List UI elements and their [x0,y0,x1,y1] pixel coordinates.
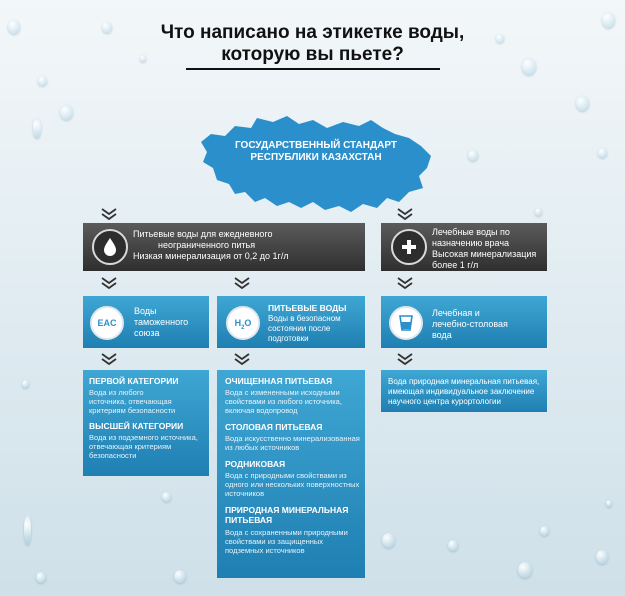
first-category-line-3: критериям безопасности [89,406,176,415]
h2o-h: H [234,318,242,328]
chevron-down-icon [396,207,414,221]
plus-icon [391,229,427,265]
customs-line-2: таможенного [134,317,189,327]
medicinal-table-line-3: вода [432,330,452,340]
drinking-safe-line-1: Воды в безопасном [268,314,341,323]
drinking-safe-line-2: состоянии после [268,324,331,333]
h2o-icon [226,306,260,340]
title-line-2: которую вы пьете? [221,44,404,65]
highest-category-line-3: безопасности [89,451,137,460]
eac-icon [90,306,124,340]
map-label-line-2: РЕСПУБЛИКИ КАЗАХСТАН [250,152,382,163]
mineral-line-2: имеющая индивидуальное заключение [388,387,535,396]
drinking-line-1: Питьевые воды для ежедневного [133,229,273,239]
customs-union-text [134,306,208,339]
glass-icon [389,306,423,340]
title-line-1: Что написано на этикетке воды, [160,22,465,43]
highest-category-line-2: отвечающая критериям [89,442,172,451]
water-droplet [382,533,395,548]
drinking-safe-head: ПИТЬЕВЫЕ ВОДЫ [268,303,347,313]
title-underline [186,68,440,70]
highest-category-line-1: Вода из подземного источника, [89,433,198,442]
h2o-label [228,308,258,343]
table-water-line-1: Вода искусственно минерализованная [225,434,360,443]
natural-mineral-heading-2: ПИТЬЕВАЯ [225,515,273,525]
eac-label: EAC [97,318,117,328]
purified-line-2: свойствами из любого источника, [225,397,342,406]
highest-category-heading: ВЫСШЕЙ КАТЕГОРИИ [89,421,184,431]
purified-heading: ОЧИЩЕННАЯ ПИТЬЕВАЯ [225,376,333,386]
water-droplet [60,105,73,120]
water-droplet [36,572,46,583]
drinking-line-2: неограниченного питья [158,240,256,250]
spring-line-1: Вода с природными свойствами из [225,471,347,480]
spring-line-2: одного или нескольких поверхностных [225,480,360,489]
water-droplet [540,526,549,536]
medicinal-table-line-2: лечебно-столовая [432,319,508,329]
medicinal-table-line-1: Лечебная и [432,308,480,318]
water-droplet [518,562,532,578]
categories-content [89,376,207,460]
water-droplet [606,500,612,507]
drinking-line-3: Низкая минерализация от 0,2 до 1г/л [133,251,289,261]
drinking-safe-line-3: подготовки [268,334,309,343]
medicinal-line-1: Лечебные воды по [432,227,510,237]
map-shape [201,116,431,212]
chevron-down-icon [233,352,251,366]
chevron-down-icon [100,207,118,221]
mineral-line-1: Вода природная минеральная питьевая, [388,377,540,386]
map-label [224,140,408,164]
water-droplet [38,76,47,86]
first-category-line-1: Вода из любого [89,388,144,397]
water-droplet [576,96,589,111]
water-droplet [24,515,31,545]
h2o-sub: 2 [241,324,245,331]
chevron-down-icon [100,276,118,290]
medicinal-water-text [432,227,546,271]
table-water-heading: СТОЛОВАЯ ПИТЬЕВАЯ [225,422,323,432]
first-category-heading: ПЕРВОЙ КАТЕГОРИИ [89,376,179,386]
medicinal-line-4: более 1 г/л [432,260,479,270]
water-droplet [535,208,542,216]
first-category-line-2: источника, отвечающая [89,397,172,406]
mineral-line-3: научного центра курортологии [388,397,501,406]
natural-mineral-line-3: подземных источников [225,546,305,555]
page-title [0,22,625,66]
natural-mineral-line-2: свойствами из защищенных [225,537,324,546]
water-drop-icon [92,229,128,265]
purified-line-3: включая водопровод [225,406,298,415]
map-label-line-1: ГОСУДАРСТВЕННЫЙ СТАНДАРТ [235,140,397,151]
drinking-safe-text [268,303,364,344]
table-water-line-2: из любых источников [225,443,300,452]
medicinal-table-text [432,308,544,341]
water-droplet [174,570,186,583]
customs-line-3: союза [134,328,160,338]
water-droplet [596,550,608,564]
water-droplet [448,540,458,551]
chevron-down-icon [100,352,118,366]
customs-line-1: Воды [134,306,157,316]
spring-heading: РОДНИКОВАЯ [225,459,286,469]
water-droplet [162,492,171,502]
chevron-down-icon [396,276,414,290]
water-droplet [22,380,29,388]
mineral-water-content [388,377,546,407]
medicinal-line-3: Высокая минерализация [432,249,537,259]
chevron-down-icon [233,276,251,290]
drinking-water-text [133,229,361,262]
chevron-down-icon [396,352,414,366]
medicinal-line-2: назначению врача [432,238,510,248]
water-droplet [598,148,607,158]
natural-mineral-line-1: Вода с сохраненными природными [225,528,348,537]
spring-line-3: источников [225,489,265,498]
purified-line-1: Вода с измененными исходными [225,388,340,397]
natural-mineral-heading-1: ПРИРОДНАЯ МИНЕРАЛЬНАЯ [225,505,349,515]
h2o-o: O [244,318,252,328]
water-types-content [225,376,363,555]
water-droplet [468,150,478,161]
water-droplet [33,118,41,138]
